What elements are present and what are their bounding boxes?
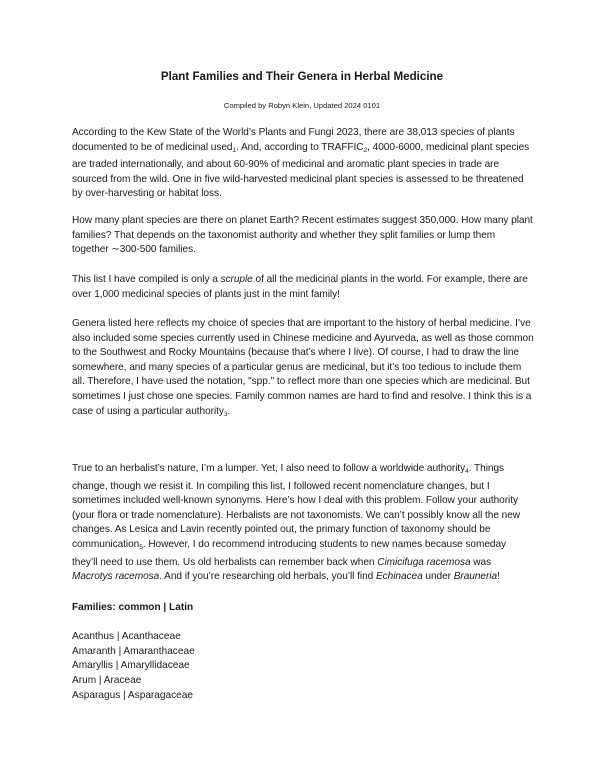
- paragraph-kew-statistics: [72, 126, 534, 202]
- text-segment: of all the medicinal plants in the world. For example, there are over 1,000 medicinal species of plants just in the mint family!: [72, 274, 528, 300]
- footnote-marker: 4: [465, 468, 469, 475]
- text-segment: This list I have compiled is only a: [72, 274, 221, 285]
- text-segment: According to the Kew State of the World’s Plants and Fungi 2023, there are 38,013 species of plants documented to be of medicinal used: [72, 127, 515, 153]
- footnote-marker: 2: [363, 146, 368, 154]
- footnote-marker: 5: [139, 543, 143, 551]
- text-segment: . And if you’re researching old herbals, you’ll find: [159, 571, 376, 583]
- text-segment: Genera listed here reflects my choice of species that are important to the history of herbal medicine. I’ve also included some species currently used in Chinese medicine and Ayurveda, as well as those common to the Southwest and Rocky Mountains (because that’s where I live). Of course, I had to draw the line somewhere, and many species of a particular genus are medicinal, but it’s too tedious to include them all. Therefore, I have used the notation, "spp." to reflect more than one species which are medicinal. But sometimes I just chose one species. Family common names are hard to find and resolve. I think this is a case of using a particular authority: [72, 318, 534, 417]
- document-subtitle: Compiled by Robyn Klein, Updated 2024 0101: [223, 101, 381, 110]
- emphasis-text: Cimicifuga racemosa: [377, 556, 471, 568]
- emphasis-text: Echinacea: [375, 571, 423, 583]
- text-segment: True to an herbalist’s nature, I’m a lumper. Yet, I also need to follow a worldwide authority: [72, 463, 466, 474]
- text-segment: was: [470, 556, 492, 568]
- text-segment: !: [497, 571, 500, 583]
- text-segment: . However, I do recommend introducing students to new names because someday they’ll need to use them. Us old herbalists can remember back when: [72, 538, 507, 568]
- list-item: Asparagus | Asparagaceae: [72, 689, 194, 701]
- list-item: Acanthus | Acanthaceae: [72, 631, 181, 642]
- footnote-marker: 3: [223, 410, 228, 418]
- emphasis-text: scruple: [220, 274, 253, 285]
- list-item: Arum | Araceae: [72, 675, 142, 687]
- paragraph-lumper: [72, 462, 534, 585]
- list-item: Amaranth | Amaranthaceae: [72, 645, 195, 657]
- text-segment: under: [422, 571, 454, 583]
- footnote-marker: 1: [232, 146, 237, 154]
- paragraph-scruple: [72, 273, 534, 302]
- document-title: Plant Families and Their Genera in Herbal Medicine: [160, 70, 444, 83]
- text-segment: . Things change, though we resist it. In compiling this list, I followed recent nomenclature changes, but I sometimes included well-known synonyms. Here’s how I deal with this problem. Follow your authority (your flora or trade nomenclature). Herbalists are not taxonomists. We can’t possibly know all the new changes. As Lesica and Lavin recently pointed out, the primary function of taxonomy should be communication: [72, 463, 521, 550]
- emphasis-text: Macrotys racemosa: [72, 571, 160, 583]
- paragraph-species-count: How many plant species are there on planet Earth? Recent estimates suggest 350,000. How many plant families? That depends on the taxonomist authority and whether they split families or lump them together ∼300-500 families.: [72, 215, 533, 256]
- text-segment: . And, according to TRAFFIC: [236, 141, 364, 153]
- families-heading: Families: common | Latin: [72, 602, 194, 613]
- paragraph-genera-selection: [72, 317, 534, 422]
- families-list: [72, 630, 195, 704]
- emphasis-text: Brauneria: [453, 571, 498, 583]
- list-item: Amaryllis | Amaryllidaceae: [72, 660, 190, 672]
- text-segment: , 4000-6000, medicinal plant species are traded internationally, and about 60-90% of medicinal and aromatic plant species in trade are sourced from the wild. One in five wild-harvested medicinal plant species is assessed to be threatened by over-harvesting or habitat loss.: [72, 141, 530, 200]
- text-segment: .: [227, 405, 231, 417]
